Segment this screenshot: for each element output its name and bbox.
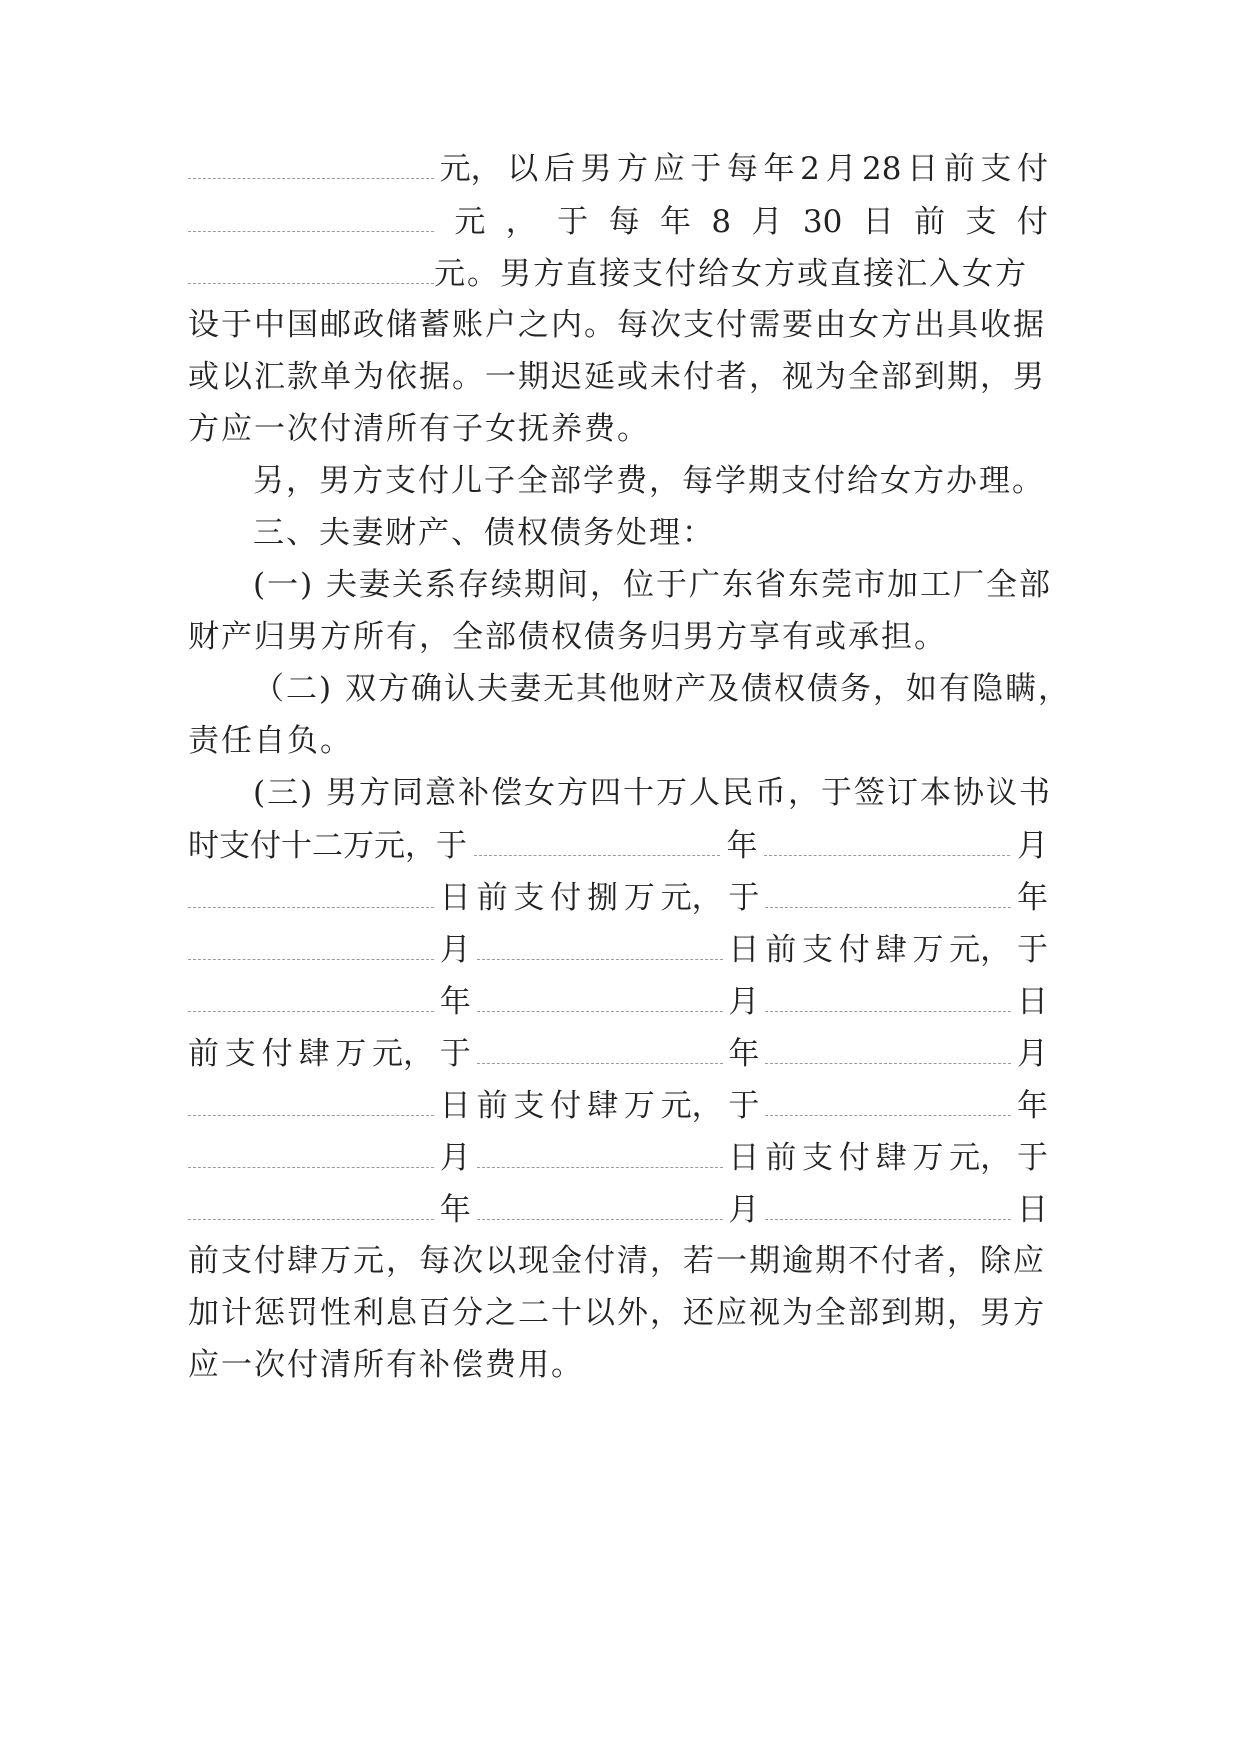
text-segment: 年 [659, 204, 691, 240]
document-line [188, 981, 1048, 1021]
text-segment: 付 [1016, 204, 1048, 240]
text-segment: 于 [1016, 932, 1048, 968]
text-segment: 前 [765, 1140, 797, 1176]
text-segment: 日 [728, 1140, 760, 1176]
document-line [188, 1189, 1048, 1229]
text-segment: 方应一次付清所有子女抚养费。 [188, 411, 650, 447]
fill-in-blank [765, 1033, 1011, 1064]
text-segment: 元， [660, 1088, 723, 1124]
text-segment: 前支付肆万元，每次以现金付清，若一期逾期不付者，除应 [188, 1243, 1046, 1279]
text-segment: (一) 夫妻关系存续期间，位于广东省东莞市加工厂全部 [253, 567, 1053, 603]
fill-in-blank [188, 201, 434, 232]
text-segment: 年 [439, 1192, 471, 1228]
text-segment: （二) 双方确认夫妻无其他财产及债权债务，如有隐瞒， [253, 671, 1071, 707]
text-segment: 元， [439, 151, 502, 187]
text-segment: 设于中国邮政储蓄账户之内。每次支付需要由女方出具收据 [188, 307, 1046, 343]
text-segment: 前 [914, 204, 946, 240]
text-segment: (三) 男方同意补偿女方四十万人民币，于签订本协议书 [253, 775, 1053, 811]
text-segment: 付 [838, 1140, 870, 1176]
fill-in-blank [764, 825, 1010, 856]
text-segment: 支 [801, 1140, 833, 1176]
fill-in-blank [477, 981, 723, 1012]
document-line [188, 305, 1048, 345]
fill-in-blank [188, 877, 434, 908]
text-segment: 责任自负。 [188, 723, 353, 759]
text-segment: ， [505, 204, 537, 240]
document-line [188, 617, 1048, 657]
text-segment: 支 [224, 1036, 256, 1072]
text-segment: 付 [261, 1036, 293, 1072]
text-segment: 捌 [586, 880, 618, 916]
text-segment: 于 [557, 204, 589, 240]
text-segment: 应 [653, 151, 685, 187]
text-segment: 付 [1016, 151, 1048, 187]
text-segment: 30 [802, 204, 843, 240]
document-line [188, 1345, 1048, 1385]
text-segment: 日 [907, 151, 939, 187]
text-segment: 男 [580, 151, 612, 187]
text-segment: 月 [728, 984, 760, 1020]
document-line [188, 1293, 1048, 1333]
text-segment: 于 [728, 880, 760, 916]
text-segment: 月 [439, 1140, 471, 1176]
text-segment: 日 [439, 880, 471, 916]
text-segment: 万 [623, 880, 655, 916]
text-segment: 月 [751, 204, 783, 240]
document-line [253, 773, 1053, 813]
text-segment: 元， [949, 932, 1012, 968]
text-segment: 支 [980, 151, 1012, 187]
fill-in-blank [477, 1189, 723, 1220]
text-segment: 前 [765, 932, 797, 968]
text-segment: 月 [728, 1192, 760, 1228]
fill-in-blank [188, 981, 434, 1012]
text-segment: 元， [660, 880, 723, 916]
text-segment: 月 [1017, 828, 1048, 864]
text-segment: 支 [513, 880, 545, 916]
text-segment: 日 [862, 204, 894, 240]
text-segment: 8 [711, 204, 732, 240]
text-segment: 前 [476, 880, 508, 916]
text-segment: 应一次付清所有补偿费用。 [188, 1347, 584, 1383]
text-segment: 年 [439, 984, 471, 1020]
text-segment: 前 [943, 151, 975, 187]
fill-in-blank [188, 253, 434, 284]
document-line [253, 513, 1053, 553]
text-segment: 万 [912, 932, 944, 968]
text-segment: 2 [800, 151, 820, 187]
text-segment: 以 [507, 151, 539, 187]
document-line [188, 929, 1048, 969]
document-line [188, 201, 1048, 241]
document-line [188, 1241, 1048, 1281]
fill-in-blank [765, 1085, 1011, 1116]
text-segment: 月 [825, 151, 857, 187]
text-segment: 元， [371, 1036, 434, 1072]
document-line [188, 721, 1048, 761]
text-segment: 元 [454, 204, 486, 240]
fill-in-blank [188, 1137, 434, 1168]
document-line [253, 565, 1053, 605]
text-segment: 于 [728, 1088, 760, 1124]
text-segment: 月 [439, 932, 471, 968]
text-segment: 肆 [875, 1140, 907, 1176]
text-segment: 于 [439, 1036, 471, 1072]
text-segment: 万 [912, 1140, 944, 1176]
text-segment: 日 [728, 932, 760, 968]
text-segment: 另，男方支付儿子全部学费，每学期支付给女方办理。 [253, 463, 1045, 499]
fill-in-blank [765, 981, 1011, 1012]
fill-in-blank [477, 1137, 723, 1168]
text-segment: 万 [623, 1088, 655, 1124]
fill-in-blank [188, 929, 434, 960]
text-segment: 年 [728, 1036, 760, 1072]
fill-in-blank [474, 825, 720, 856]
text-segment: 方 [617, 151, 649, 187]
text-segment: 于 [690, 151, 722, 187]
text-segment: 年 [763, 151, 795, 187]
document-line [188, 409, 1048, 449]
text-segment: 前 [476, 1088, 508, 1124]
text-segment: 三、夫妻财产、债权债务处理： [253, 515, 715, 551]
document-line [188, 1137, 1048, 1177]
text-segment: 年 [1016, 880, 1048, 916]
text-segment: 每 [608, 204, 640, 240]
text-segment: 后 [543, 151, 575, 187]
text-segment: 于 [1016, 1140, 1048, 1176]
document-line [188, 148, 1048, 188]
text-segment: 月 [1016, 1036, 1048, 1072]
document-line [188, 253, 1048, 293]
text-segment: 肆 [298, 1036, 330, 1072]
text-segment: 财产归男方所有，全部债权债务归男方享有或承担。 [188, 619, 947, 655]
text-segment: 年 [726, 828, 758, 864]
document-line [253, 669, 1071, 709]
text-segment: 支 [513, 1088, 545, 1124]
text-segment: 支 [801, 932, 833, 968]
document-line [188, 825, 1048, 865]
text-segment: 年 [1016, 1088, 1048, 1124]
document-line [188, 1085, 1048, 1125]
fill-in-blank [765, 877, 1011, 908]
fill-in-blank [188, 1189, 434, 1220]
text-segment: 支 [965, 204, 997, 240]
text-segment: 日 [1016, 984, 1048, 1020]
text-segment: 肆 [586, 1088, 618, 1124]
fill-in-blank [477, 1033, 723, 1064]
text-segment: 加计惩罚性利息百分之二十以外，还应视为全部到期，男方 [188, 1295, 1046, 1331]
text-segment: 日 [439, 1088, 471, 1124]
text-segment: 元， [949, 1140, 1012, 1176]
text-segment: 元。男方直接支付给女方或直接汇入女方 [434, 256, 1028, 292]
fill-in-blank [188, 1085, 434, 1116]
document-line [188, 1033, 1048, 1073]
fill-in-blank [188, 148, 434, 179]
text-segment: 每 [726, 151, 758, 187]
text-segment: 肆 [875, 932, 907, 968]
text-segment: 时支付十二万元，于 [188, 828, 467, 864]
text-segment: 前 [188, 1036, 219, 1072]
document-line [253, 461, 1053, 501]
text-segment: 付 [550, 1088, 582, 1124]
text-segment: 付 [550, 880, 582, 916]
fill-in-blank [765, 1189, 1011, 1220]
text-segment: 万 [335, 1036, 367, 1072]
fill-in-blank [477, 929, 723, 960]
text-segment: 日 [1016, 1192, 1048, 1228]
text-segment: 28 [862, 151, 902, 187]
document-line [188, 357, 1048, 397]
text-segment: 或以汇款单为依据。一期迟延或未付者，视为全部到期，男 [188, 359, 1046, 395]
document-line [188, 877, 1048, 917]
text-segment: 付 [838, 932, 870, 968]
